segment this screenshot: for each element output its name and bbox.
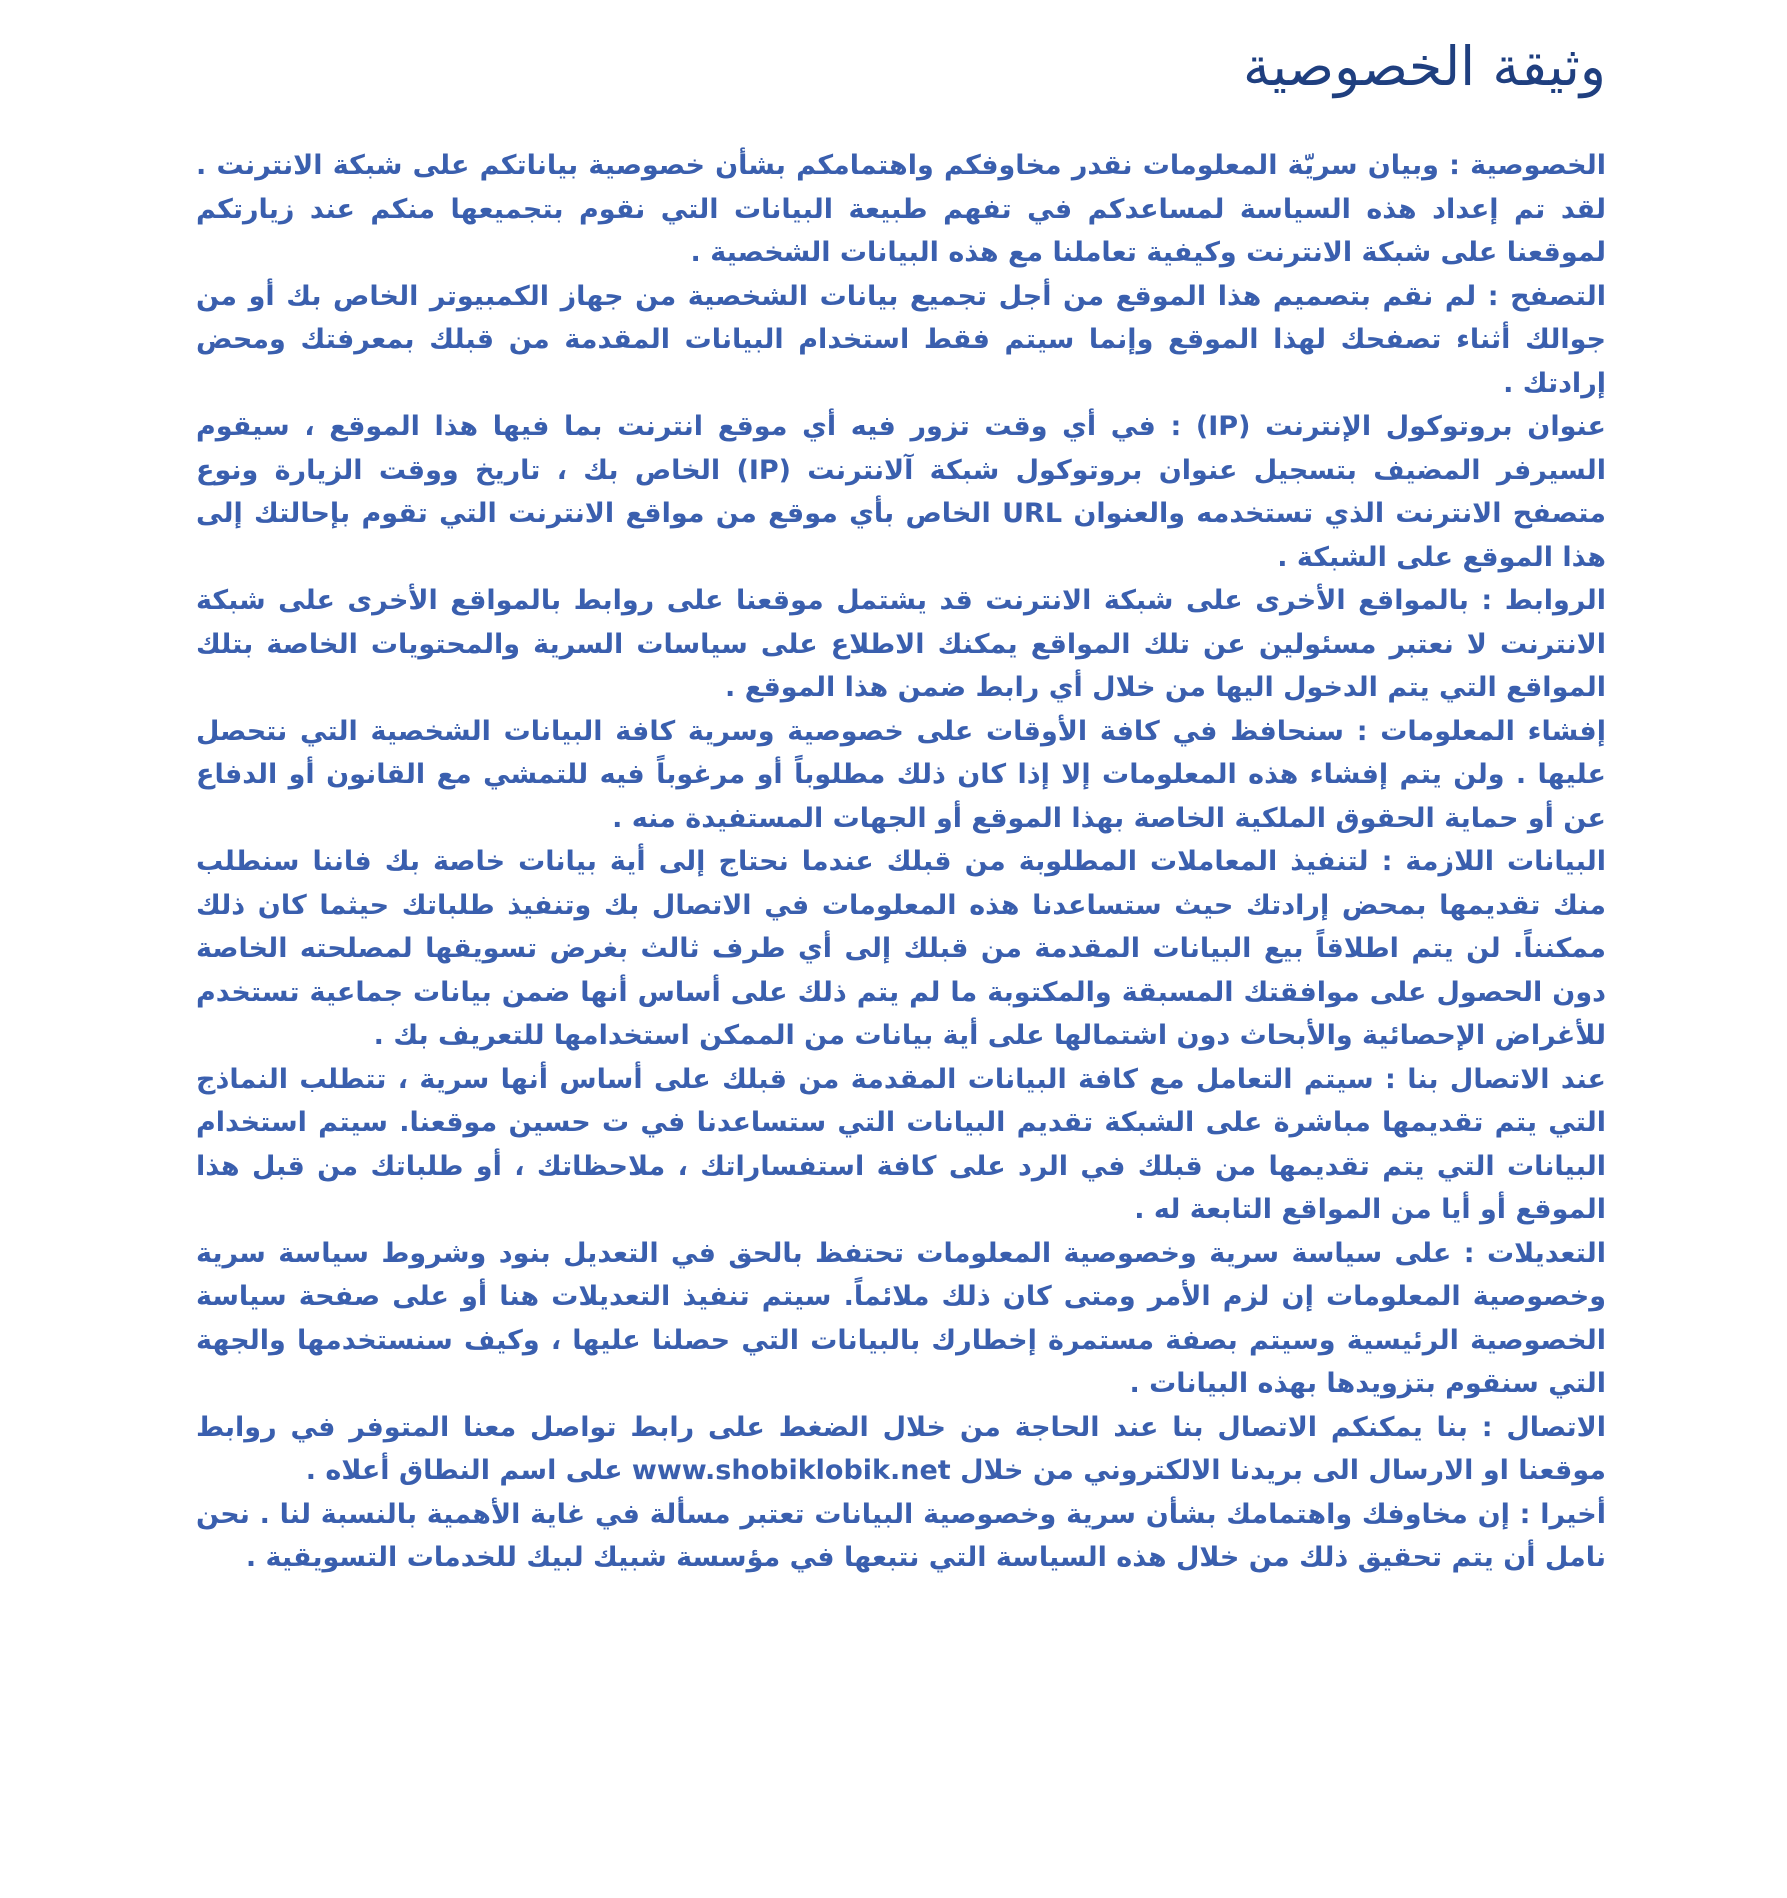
paragraph-amendments: التعديلات : على سياسة سرية وخصوصية المعلومات تحتفظ بالحق في التعديل بنود وشروط سياسة سرية وخصوصية المعلومات إن لزم الأمر ومتى كان ذلك ملائماً. سيتم تنفيذ التعديلات هنا أو على صفحة سياسة الخصوصية الرئيسية وسيتم بصفة مستمرة إخطارك بالبيانات التي حصلنا عليها ، وكيف سنستخدمها والجهة التي سنقوم بتزويدها بهذه البيانات . bbox=[196, 1237, 1606, 1399]
paragraph-required-data: البيانات اللازمة : لتنفيذ المعاملات المطلوبة من قبلك عندما نحتاج إلى أية بيانات خاصة بك فاننا سنطلب منك تقديمها بمحض إرادتك حيث ستساعدنا هذه المعلومات في الاتصال بك وتنفيذ طلباتك حيثما كان ذلك ممكنناً. لن يتم اطلاقاً بيع البيانات المقدمة من قبلك إلى أي طرف ثالث بغرض تسويقها لمصلحته الخاصة دون الحصول على موافقتك المسبقة والمكتوبة ما لم يتم ذلك على أساس أنها ضمن بيانات جماعية تستخدم للأغراض الإحصائية والأبحاث دون اشتمالها على أية بيانات من الممكن استخدامها للتعريف بك . bbox=[196, 846, 1606, 1051]
paragraph-contact: الاتصال : بنا يمكنكم الاتصال بنا عند الحاجة من خلال الضغط على رابط تواصل معنا المتوفر في روابط موقعنا او الارسال الى بريدنا الالكتروني من خلال www.shobiklobik.net على اسم النطاق أعلاه . bbox=[196, 1411, 1606, 1486]
paragraph-links: الروابط : بالمواقع الأخرى على شبكة الانترنت قد يشتمل موقعنا على روابط بالمواقع الأخرى على شبكة الانترنت لا نعتبر مسئولين عن تلك المواقع يمكنك الاطلاع على سياسات السرية والمحتويات الخاصة بتلك المواقع التي يتم الدخول اليها من خلال أي رابط ضمن هذا الموقع . bbox=[196, 585, 1606, 703]
paragraph-privacy: الخصوصية : وبيان سريّة المعلومات نقدر مخاوفكم واهتمامكم بشأن خصوصية بياناتكم على شبكة الانترنت . لقد تم إعداد هذه السياسة لمساعدكم في تفهم طبيعة البيانات التي نقوم بتجميعها منكم عند زيارتكم لموقعنا على شبكة الانترنت وكيفية تعاملنا مع هذه البيانات الشخصية . bbox=[196, 150, 1606, 268]
paragraph-disclosure: إفشاء المعلومات : سنحافظ في كافة الأوقات على خصوصية وسرية كافة البيانات الشخصية التي نتحصل عليها . ولن يتم إفشاء هذه المعلومات إلا إذا كان ذلك مطلوباً أو مرغوباً فيه للتمشي مع القانون أو الدفاع عن أو حماية الحقوق الملكية الخاصة بهذا الموقع أو الجهات المستفيدة منه . bbox=[196, 715, 1606, 834]
document-title: وثيقة الخصوصية bbox=[1243, 35, 1606, 98]
paragraph-browsing: التصفح : لم نقم بتصميم هذا الموقع من أجل تجميع بيانات الشخصية من جهاز الكمبيوتر الخاص بك أو من جوالك أثناء تصفحك لهذا الموقع وإنما سيتم فقط استخدام البيانات المقدمة من قبلك بمعرفتك ومحض إرادتك . bbox=[196, 280, 1606, 399]
privacy-document bbox=[196, 30, 1606, 1880]
paragraph-contacting-us: عند الاتصال بنا : سيتم التعامل مع كافة البيانات المقدمة من قبلك على أساس أنها سرية ، تتطلب النماذج التي يتم تقديمها مباشرة على الشبكة تقديم البيانات التي ستساعدنا في ت حسين موقعنا. سيتم استخدام البيانات التي يتم تقديمها من قبلك في الرد على كافة استفساراتك ، ملاحظاتك ، أو طلباتك من قبل هذا الموقع أو أيا من المواقع التابعة له . bbox=[196, 1063, 1606, 1225]
paragraph-ip-address: عنوان بروتوكول الإنترنت (IP) : في أي وقت تزور فيه أي موقع انترنت بما فيها هذا الموقع ، سيقوم السيرفر المضيف بتسجيل عنوان بروتوكول شبكة آلانترنت (IP) الخاص بك ، تاريخ ووقت الزيارة ونوع متصفح الانترنت الذي تستخدمه والعنوان URL الخاص بأي موقع من مواقع الانترنت التي تقوم بإحالتك إلى هذا الموقع على الشبكة . bbox=[196, 411, 1606, 573]
paragraph-finally: أخيرا : إن مخاوفك واهتمامك بشأن سرية وخصوصية البيانات تعتبر مسألة في غاية الأهمية بالنسبة لنا . نحن نامل أن يتم تحقيق ذلك من خلال هذه السياسة التي نتبعها في مؤسسة شبيك لبيك للخدمات التسويقية . bbox=[196, 1498, 1606, 1573]
